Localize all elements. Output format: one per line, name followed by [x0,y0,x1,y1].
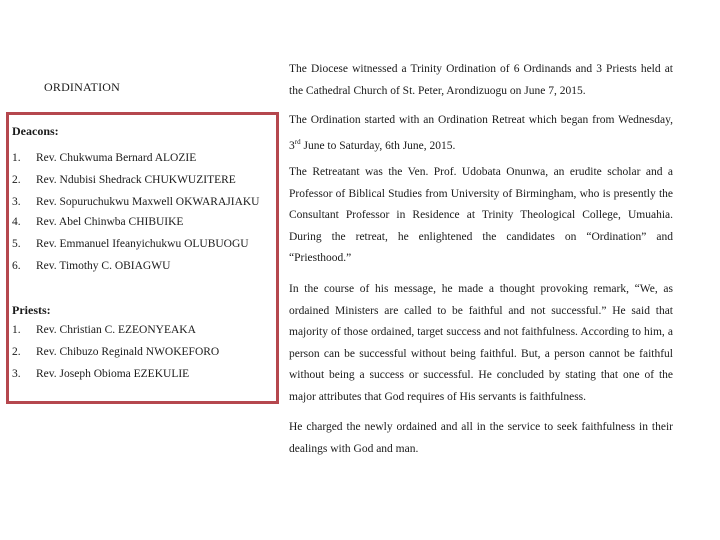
priests-label: Priests: [12,303,51,317]
list-item: 3. Rev. Joseph Obioma EZEKULIE [12,368,190,380]
list-item: 1. Rev. Chukwuma Bernard ALOZIE [12,152,197,164]
paragraph: The Retreatant was the Ven. Prof. Udobata Onunwa, an erudite scholar and a Professor of Biblical Studies from University of Birmingham, who is presently the Consultant Professor in Residence at Trinity Theological College, Umuahia. During the retreat, he enlightened the candidates on “Ordination” and “Priesthood.” [289,166,673,265]
list-item: 5. Rev. Emmanuel Ifeanyichukwu OLUBUOGU [12,238,249,250]
list-item: 1. Rev. Christian C. EZEONYEAKA [12,324,196,336]
list-item: 3. Rev. Sopuruchukwu Maxwell OKWARAJIAKU [12,196,260,208]
section-heading: ORDINATION [44,80,120,94]
paragraph: The Diocese witnessed a Trinity Ordination of 6 Ordinands and 3 Priests held at the Cathedral Church of St. Peter, Arondizuogu on June 7, 2015. [289,63,673,97]
paragraph: In the course of his message, he made a thought provoking remark, “We, as ordained Ministers are called to be faithful and not successful.” He said that majority of those ordained, target success and not faithfulness. According to him, a person can be successful without being faithful. But, a person cannot be faithful without being a success or successful. He concluded by stating that one of the major attributes that God requires of His servants is faithfulness. [289,283,673,403]
list-item: 6. Rev. Timothy C. OBIAGWU [12,260,171,272]
paragraph: He charged the newly ordained and all in the service to seek faithfulness in their dealings with God and man. [289,421,673,455]
list-item: 2. Rev. Chibuzo Reginald NWOKEFORO [12,346,220,358]
paragraph: The Ordination started with an Ordination Retreat which began from Wednesday, 3rd June to Saturday, 6th June, 2015. [289,114,673,152]
list-item: 2. Rev. Ndubisi Shedrack CHUKWUZITERE [12,174,236,186]
deacons-label: Deacons: [12,124,59,138]
list-item: 4. Rev. Abel Chinwba CHIBUIKE [12,216,184,228]
